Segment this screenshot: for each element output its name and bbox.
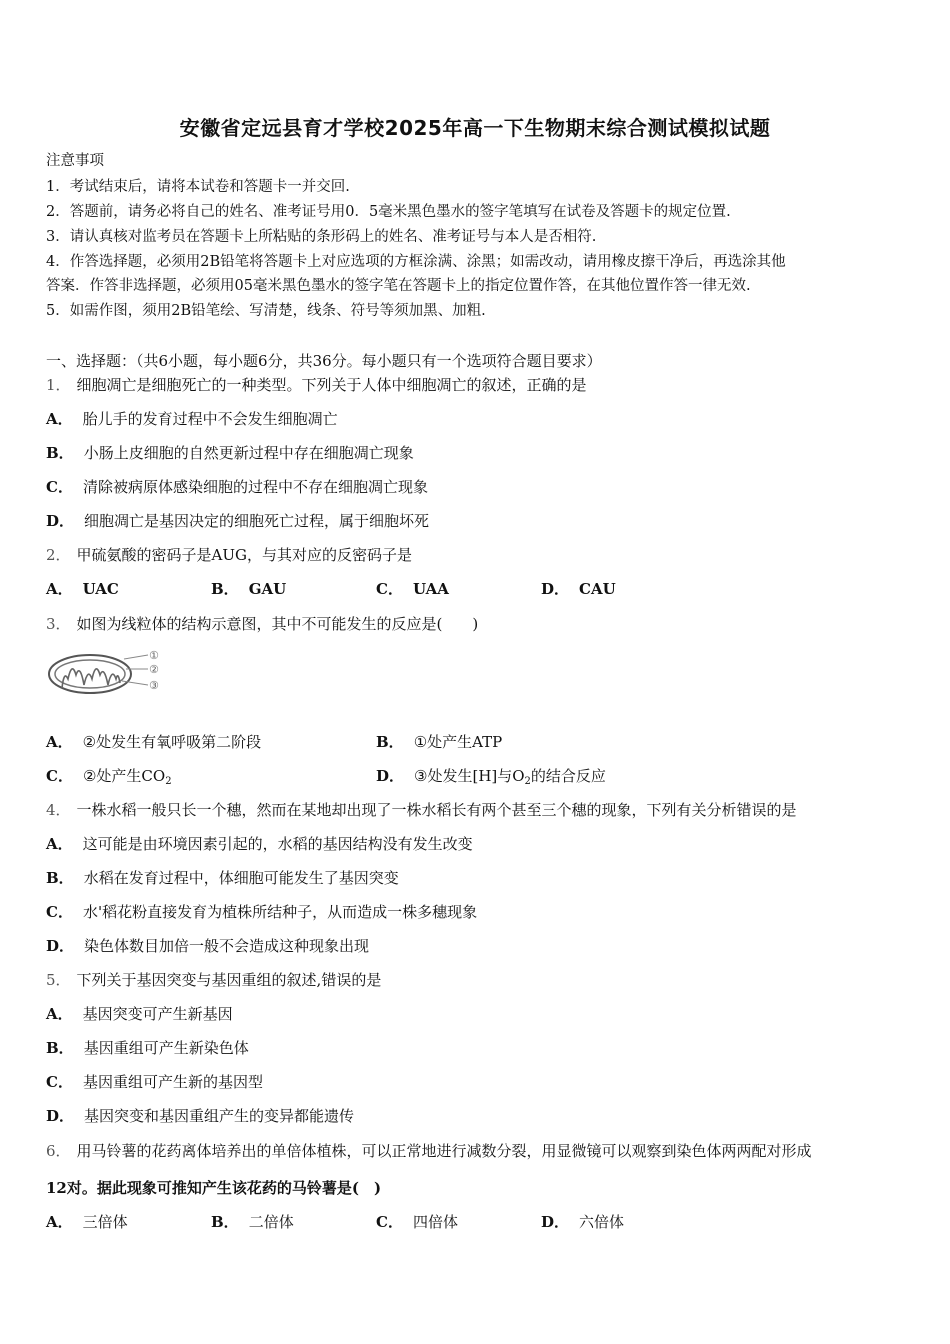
q5-option-a: A． 基因突变可产生新基因 (46, 1005, 233, 1023)
question-number: 5． (46, 971, 71, 989)
notice-item: 4．作答选择题，必须用2B铅笔将答题卡上对应选项的方框涂满、涂黑；如需改动，请用橡皮擦干净后，再选涂其他 (46, 254, 786, 270)
q1-option-a: A． 胎儿手的发育过程中不会发生细胞凋亡 (46, 410, 338, 428)
question-text: 甲硫氨酸的密码子是AUG，与其对应的反密码子是 (76, 546, 413, 564)
q2-option-b: B． GAU (211, 580, 287, 598)
q4-option-a: A． 这可能是由环境因素引起的，水稻的基因结构没有发生改变 (46, 835, 473, 853)
page-title: 安徽省定远县育才学校2025年高一下生物期末综合测试模拟试题 (179, 116, 771, 140)
q3-option-a: A． ②处发生有氧呼吸第二阶段 (46, 733, 262, 751)
q3-option-d: D． ③处发生[H]与$O_2$的结合反应 (376, 767, 606, 787)
q4-option-b: B． 水稻在发育过程中，体细胞可能发生了基因突变 (46, 869, 399, 887)
q4-option-d: D． 染色体数目加倍一般不会造成这种现象出现 (46, 937, 370, 955)
notice-item: 5．如需作图，须用2B铅笔绘、写清楚，线条、符号等须加黑、加粗. (46, 303, 486, 319)
notice-item: 3．请认真核对监考员在答题卡上所粘贴的条形码上的姓名、准考证号与本人是否相符. (46, 229, 597, 245)
question-text: 细胞凋亡是细胞死亡的一种类型。下列关于人体中细胞凋亡的叙述，正确的是 (76, 376, 587, 394)
q5-option-c: C． 基因重组可产生新的基因型 (46, 1073, 263, 1091)
q1-option-c: C． 清除被病原体感染细胞的过程中不存在细胞凋亡现象 (46, 478, 428, 496)
question-3-stem (46, 614, 478, 634)
question-6-stem-continued: 12对。据此现象可推知产生该花药的马铃薯是( ) (46, 1179, 382, 1197)
leader-line-1 (124, 655, 148, 659)
q4-option-c: C． 水'稻花粉直接发育为植株所结种子，从而造成一株多穗现象 (46, 903, 478, 921)
figure-label-2: ② (149, 663, 159, 676)
q3-option-b: B． ①处产生ATP (376, 733, 503, 751)
mitochondrion-diagram (46, 645, 164, 699)
question-text: 一株水稻一般只长一个穗，然而在某地却出现了一株水稻长有两个甚至三个穗的现象，下列有关分析错误的是 (76, 801, 797, 819)
question-text: 如图为线粒体的结构示意图，其中不可能发生的反应是( ) (76, 615, 479, 633)
q2-option-d: D． CAU (541, 580, 616, 598)
q5-option-d: D． 基因突变和基因重组产生的变异都能遗传 (46, 1107, 355, 1125)
question-number: 1． (46, 376, 71, 394)
question-text: 用马铃薯的花药离体培养出的单倍体植株，可以正常地进行减数分裂，用显微镜可以观察到染色体两两配对形成 (76, 1142, 812, 1160)
q1-option-b: B． 小肠上皮细胞的自然更新过程中存在细胞凋亡现象 (46, 444, 414, 462)
q1-option-d: D． 细胞凋亡是基因决定的细胞死亡过程，属于细胞坏死 (46, 512, 430, 530)
question-1-stem (46, 375, 587, 395)
question-2-stem (46, 545, 412, 565)
question-number: 2． (46, 546, 71, 564)
notice-item: 2．答题前，请务必将自己的姓名、准考证号用0．5毫米黑色墨水的签字笔填写在试卷及答题卡的规定位置. (46, 204, 731, 220)
question-5-stem (46, 970, 381, 990)
question-text: 下列关于基因突变与基因重组的叙述,错误的是 (76, 971, 382, 989)
question-number: 3． (46, 615, 71, 633)
section-heading: 一、选择题：（共6小题，每小题6分，共36分。每小题只有一个选项符合题目要求） (46, 352, 602, 370)
q2-option-a: A． UAC (46, 580, 119, 598)
question-4-stem (46, 800, 797, 820)
q6-option-c: C． 四倍体 (376, 1213, 458, 1231)
question-6-stem (46, 1141, 812, 1161)
q3-option-c: C． ②处产生$CO_2$ (46, 767, 172, 787)
q2-option-c: C． UAA (376, 580, 449, 598)
figure-label-1: ① (149, 649, 159, 662)
q5-option-b: B． 基因重组可产生新染色体 (46, 1039, 249, 1057)
q6-option-a: A． 三倍体 (46, 1213, 128, 1231)
q6-option-b: B． 二倍体 (211, 1213, 294, 1231)
q6-option-d: D． 六倍体 (541, 1213, 625, 1231)
notice-item: 1．考试结束后，请将本试卷和答题卡一并交回. (46, 179, 350, 195)
figure-label-3: ③ (149, 679, 159, 692)
notice-heading: 注意事项 (46, 153, 104, 169)
question-number: 4． (46, 801, 71, 819)
question-number: 6． (46, 1142, 71, 1160)
notice-item: 答案．作答非选择题，必须用05毫米黑色墨水的签字笔在答题卡上的指定位置作答，在其他位置作答一律无效. (46, 278, 751, 294)
